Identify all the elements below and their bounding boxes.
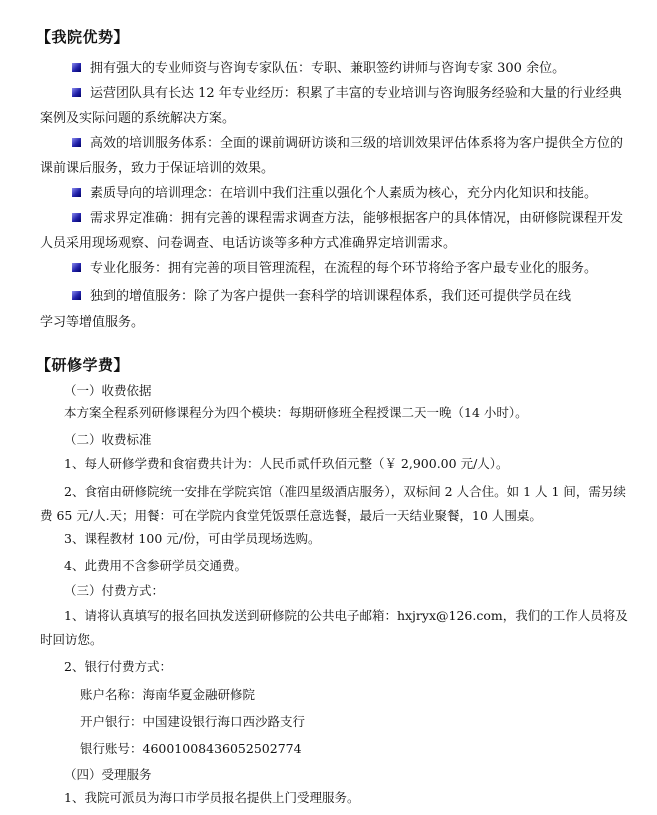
section-payment-title: （三）付费方式：	[64, 583, 165, 598]
advantage-item-5: 需求界定准确：拥有完善的课程需求调查方法，能够根据客户的具体情况，由研修院课程开发人员采用现场观察、问卷调查、电话访谈等多种方式准确界定培训需求。	[40, 211, 624, 251]
service-item-1: 1、我院可派员为海口市学员报名提供上门受理服务。	[64, 790, 360, 805]
bullet-square-icon	[72, 291, 81, 300]
standard-item-4: 4、此费用不含参研学员交通费。	[64, 558, 247, 573]
section-standard-title: （二）收费标准	[64, 432, 152, 447]
advantage-item-3: 高效的培训服务体系：全面的课前调研访谈和三级的培训效果评估体系将为客户提供全方位的课前课后服务，致力于保证培训的效果。	[40, 136, 624, 176]
advantages-heading: 【我院优势】	[36, 28, 130, 46]
advantage-item-2: 运营团队具有长达 12 年专业经历：积累了丰富的专业培训与咨询服务经验和大量的行业经典案例及实际问题的系统解决方案。	[40, 86, 622, 126]
bullet-square-icon	[72, 138, 81, 147]
bullet-square-icon	[72, 263, 81, 272]
section-basis-title: （一）收费依据	[64, 383, 152, 398]
payment-item-2: 2、银行付费方式：	[64, 659, 172, 674]
section-service-title: （四）受理服务	[64, 767, 152, 782]
account-number: 银行账号：46001008436052502774	[80, 741, 302, 756]
standard-item-2: 2、食宿由研修院统一安排在学院宾馆（准四星级酒店服务），双标间 2 人合住。如 1 人 1 间，需另续费 65 元/人.天；用餐：可在学院内食堂凭饭票任意选餐，最后一天结业聚餐，10 人围桌。	[40, 484, 626, 523]
payment-item-1: 1、请将认真填写的报名回执发送到研修院的公共电子邮箱：hxjryx@126.com，我们的工作人员将及时回访您。	[40, 608, 628, 647]
bullet-square-icon	[72, 88, 81, 97]
bullet-square-icon	[72, 63, 81, 72]
bank-name: 开户银行：中国建设银行海口西沙路支行	[80, 714, 306, 729]
bullet-square-icon	[72, 188, 81, 197]
standard-item-3: 3、课程教材 100 元/份，可由学员现场选购。	[64, 531, 321, 546]
advantage-item-6: 专业化服务：拥有完善的项目管理流程，在流程的每个环节将给予客户最专业化的服务。	[40, 256, 630, 281]
advantage-item-1: 拥有强大的专业师资与咨询专家队伍：专职、兼职签约讲师与咨询专家 300 余位。	[40, 56, 630, 81]
standard-item-1: 1、每人研修学费和食宿费共计为：人民币贰仟玖佰元整（￥ 2,900.00 元/人）。	[64, 456, 509, 471]
advantage-item-4: 素质导向的培训理念：在培训中我们注重以强化个人素质为核心，充分内化知识和技能。	[40, 181, 630, 206]
advantage-item-7: 独到的增值服务：除了为客户提供一套科学的培训课程体系，我们还可提供学员在线	[40, 284, 630, 309]
advantage-item-7-continuation: 学习等增值服务。	[40, 315, 145, 330]
basis-text: 本方案全程系列研修课程分为四个模块：每期研修班全程授课二天一晚（14 小时）。	[64, 405, 528, 420]
fees-heading: 【研修学费】	[36, 356, 130, 374]
bullet-square-icon	[72, 213, 81, 222]
account-name: 账户名称：海南华夏金融研修院	[80, 687, 256, 702]
